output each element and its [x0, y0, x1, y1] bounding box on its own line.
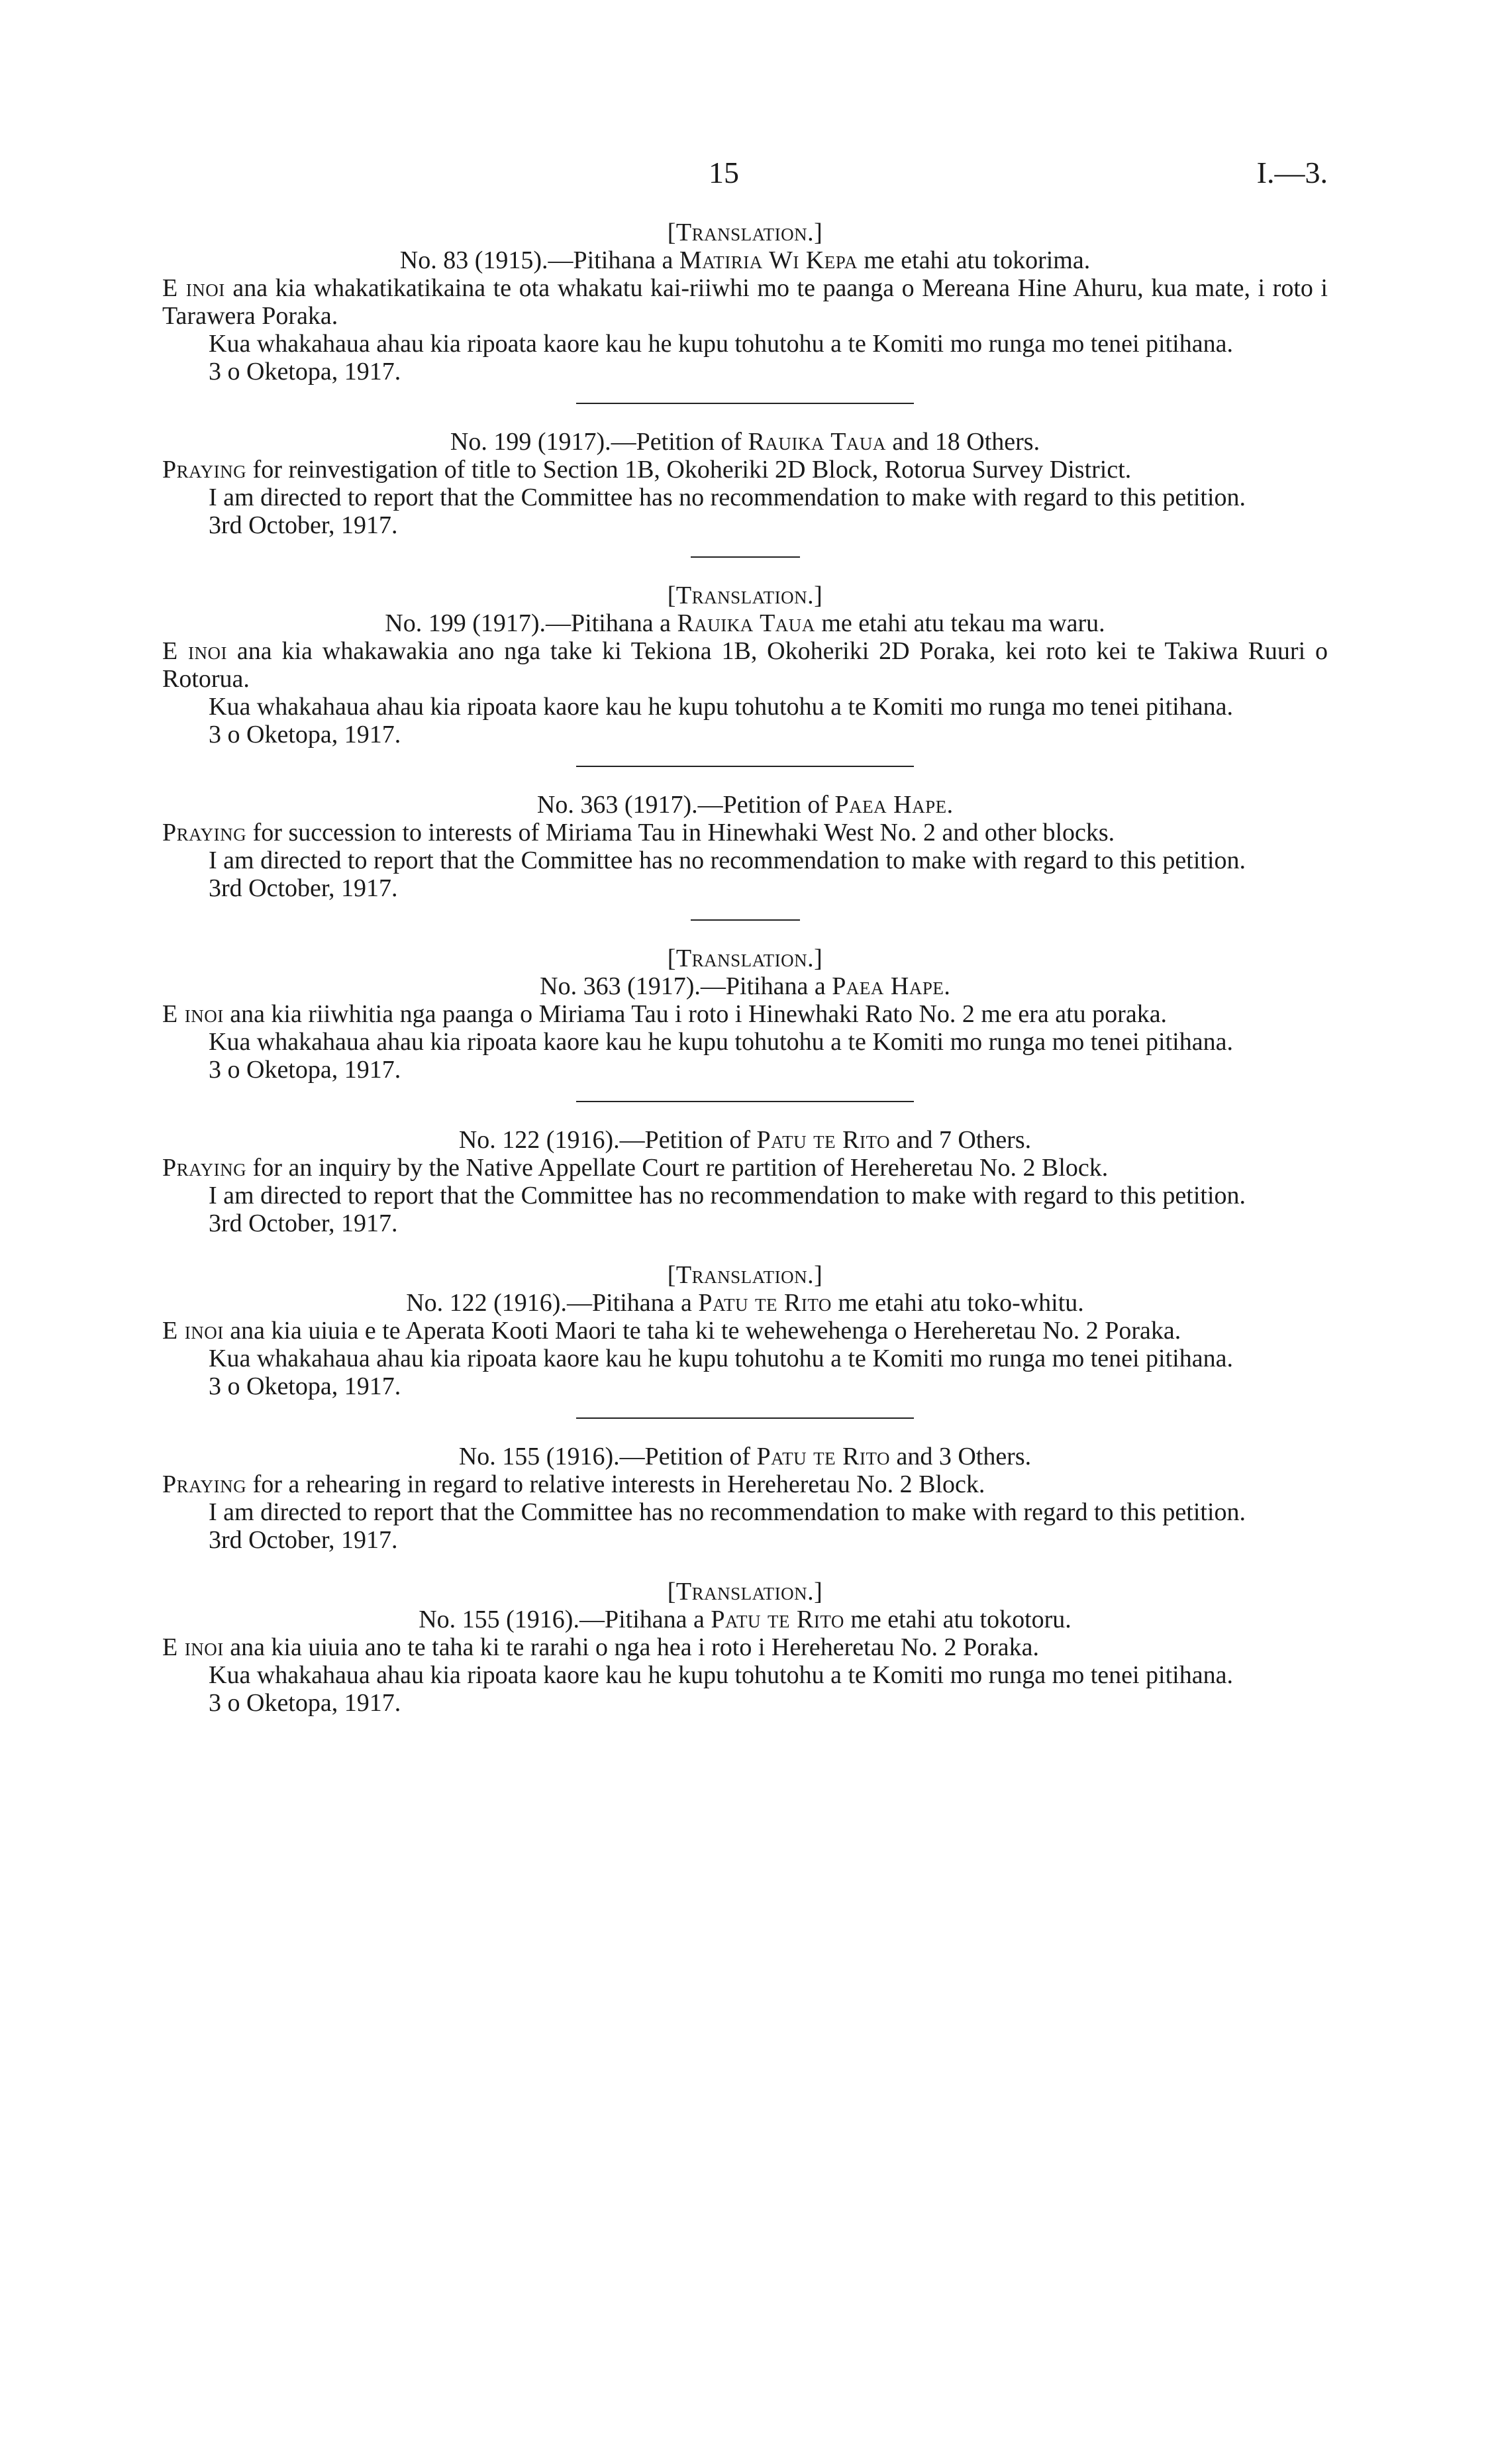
report-date: 3 o Oketopa, 1917. [209, 1056, 401, 1084]
petition-section [162, 219, 1328, 404]
petition-prayer [162, 819, 1328, 847]
prayer-text: for a rehearing in regard to relative interests in Hereheretau No. 2 Block. [246, 1470, 985, 1498]
petition-prayer [162, 456, 1328, 484]
section-divider [576, 403, 914, 404]
committee-report: Kua whakahaua ahau kia ripoata kaore kau he kupu tohutohu a te Komiti mo runga mo tenei pitihana. [209, 330, 1233, 358]
petition-heading-suffix: me etahi atu tokotoru. [844, 1606, 1071, 1633]
petition-heading [162, 428, 1328, 456]
prayer-text: ana kia whakatikatikaina te ota whakatu kai-riiwhi mo te paanga o Mereana Hine Ahuru, kua mate, i roto i Tarawera Poraka. [162, 274, 1328, 330]
document-reference: I.—3. [1256, 156, 1328, 189]
petitioner-name: Paea Hape [834, 791, 947, 819]
petition-number: No. 122 (1916).—Pitihana a [406, 1289, 699, 1317]
prayer-text: ana kia whakawakia ano nga take ki Tekiona 1B, Okoheriki 2D Poraka, kei roto kei te Takiwa Ruuri o Rotorua. [162, 637, 1328, 693]
report-date: 3 o Oketopa, 1917. [209, 1372, 401, 1400]
petitioner-name: Paea Hape [832, 972, 944, 1000]
petition-heading-suffix: me etahi atu toko-whitu. [831, 1289, 1084, 1317]
committee-report: I am directed to report that the Committee has no recommendation to make with regard to this petition. [209, 847, 1246, 874]
petition-section [162, 1443, 1328, 1554]
petition-heading [162, 972, 1328, 1000]
petition-section [162, 945, 1328, 1102]
petitioner-name: Patu te Rito [756, 1126, 890, 1154]
prayer-lead: E inoi [162, 1633, 224, 1661]
prayer-text: ana kia riiwhitia nga paanga o Miriama Tau i roto i Hinewhaki Rato No. 2 me era atu poraka. [223, 1000, 1168, 1028]
report-date: 3rd October, 1917. [209, 511, 398, 539]
prayer-lead: E inoi [162, 637, 228, 665]
petition-heading [162, 609, 1328, 637]
petition-heading-suffix: me etahi atu tokorima. [857, 246, 1091, 274]
petition-section [162, 1126, 1328, 1237]
section-divider-short [691, 556, 800, 558]
committee-report: I am directed to report that the Committee has no recommendation to make with regard to this petition. [209, 1498, 1246, 1526]
prayer-lead: Praying [162, 819, 247, 847]
prayer-text: for succession to interests of Miriama Tau in Hinewhaki West No. 2 and other blocks. [246, 819, 1115, 847]
translation-label: [Translation.] [667, 219, 823, 246]
petition-prayer [162, 1154, 1328, 1182]
petition-heading [162, 1126, 1328, 1154]
committee-report: Kua whakahaua ahau kia ripoata kaore kau he kupu tohutohu a te Komiti mo runga mo tenei pitihana. [209, 1028, 1233, 1056]
petition-list [162, 219, 1328, 1717]
petition-number: No. 83 (1915).—Pitihana a [399, 246, 679, 274]
prayer-lead: E inoi [162, 1000, 224, 1028]
petition-heading-suffix: and 3 Others. [889, 1443, 1032, 1470]
committee-report: I am directed to report that the Committee has no recommendation to make with regard to this petition. [209, 484, 1246, 511]
petition-heading [162, 1443, 1328, 1470]
petitioner-name: Patu te Rito [711, 1606, 844, 1633]
petition-heading [162, 1289, 1328, 1317]
petition-prayer [162, 1317, 1328, 1345]
petition-heading-suffix: . [946, 791, 954, 819]
committee-report: Kua whakahaua ahau kia ripoata kaore kau he kupu tohutohu a te Komiti mo runga mo tenei pitihana. [209, 1661, 1233, 1689]
petition-number: No. 199 (1917).—Pitihana a [385, 609, 677, 637]
document-page [162, 156, 1328, 1741]
petition-section [162, 428, 1328, 558]
prayer-text: for reinvestigation of title to Section 1B, Okoheriki 2D Block, Rotorua Survey District. [246, 456, 1132, 484]
petition-number: No. 155 (1916).—Pitihana a [419, 1606, 711, 1633]
prayer-lead: Praying [162, 456, 247, 484]
prayer-lead: E inoi [162, 274, 225, 302]
translation-label: [Translation.] [667, 945, 823, 972]
prayer-lead: Praying [162, 1470, 247, 1498]
petitioner-name: Matiria Wi Kepa [679, 246, 858, 274]
section-divider [576, 1101, 914, 1102]
petitioner-name: Rauika Taua [677, 609, 815, 637]
petitioner-name: Patu te Rito [756, 1443, 890, 1470]
translation-label: [Translation.] [667, 582, 823, 609]
petition-heading [162, 1606, 1328, 1633]
petition-prayer [162, 274, 1328, 330]
committee-report: Kua whakahaua ahau kia ripoata kaore kau he kupu tohutohu a te Komiti mo runga mo tenei pitihana. [209, 693, 1233, 721]
prayer-lead: Praying [162, 1154, 247, 1182]
prayer-lead: E inoi [162, 1317, 224, 1345]
page-header [162, 156, 1328, 199]
committee-report: Kua whakahaua ahau kia ripoata kaore kau he kupu tohutohu a te Komiti mo runga mo tenei pitihana. [209, 1345, 1233, 1372]
petitioner-name: Patu te Rito [698, 1289, 832, 1317]
section-divider [576, 766, 914, 767]
petition-heading-suffix: and 18 Others. [885, 428, 1040, 456]
petition-heading [162, 791, 1328, 819]
petitioner-name: Rauika Taua [748, 428, 886, 456]
petition-heading-suffix: and 7 Others. [889, 1126, 1032, 1154]
page-number: 15 [709, 156, 739, 189]
petition-number: No. 363 (1917).—Pitihana a [540, 972, 832, 1000]
petition-heading-suffix: . [944, 972, 950, 1000]
petition-section [162, 1261, 1328, 1419]
report-date: 3rd October, 1917. [209, 874, 398, 902]
committee-report: I am directed to report that the Committee has no recommendation to make with regard to this petition. [209, 1182, 1246, 1209]
petition-heading [162, 246, 1328, 274]
petition-section [162, 1578, 1328, 1717]
prayer-text: ana kia uiuia ano te taha ki te rarahi o nga hea i roto i Hereheretau No. 2 Poraka. [223, 1633, 1040, 1661]
petition-number: No. 122 (1916).—Petition of [458, 1126, 757, 1154]
prayer-text: ana kia uiuia e te Aperata Kooti Maori te taha ki te wehewehenga o Hereheretau No. 2 Poraka. [223, 1317, 1181, 1345]
report-date: 3rd October, 1917. [209, 1526, 398, 1554]
section-divider-short [691, 919, 800, 921]
petition-number: No. 363 (1917).—Petition of [536, 791, 835, 819]
report-date: 3rd October, 1917. [209, 1209, 398, 1237]
petition-heading-suffix: me etahi atu tekau ma waru. [815, 609, 1105, 637]
petition-prayer [162, 1633, 1328, 1661]
petition-section [162, 582, 1328, 767]
translation-label: [Translation.] [667, 1261, 823, 1289]
section-divider [576, 1417, 914, 1419]
report-date: 3 o Oketopa, 1917. [209, 721, 401, 748]
petition-number: No. 199 (1917).—Petition of [450, 428, 748, 456]
petition-prayer [162, 1000, 1328, 1028]
petition-prayer [162, 1470, 1328, 1498]
petition-section [162, 791, 1328, 921]
petition-number: No. 155 (1916).—Petition of [458, 1443, 757, 1470]
petition-prayer [162, 637, 1328, 693]
report-date: 3 o Oketopa, 1917. [209, 1689, 401, 1717]
translation-label: [Translation.] [667, 1578, 823, 1606]
report-date: 3 o Oketopa, 1917. [209, 358, 401, 385]
prayer-text: for an inquiry by the Native Appellate Court re partition of Hereheretau No. 2 Block. [246, 1154, 1109, 1182]
